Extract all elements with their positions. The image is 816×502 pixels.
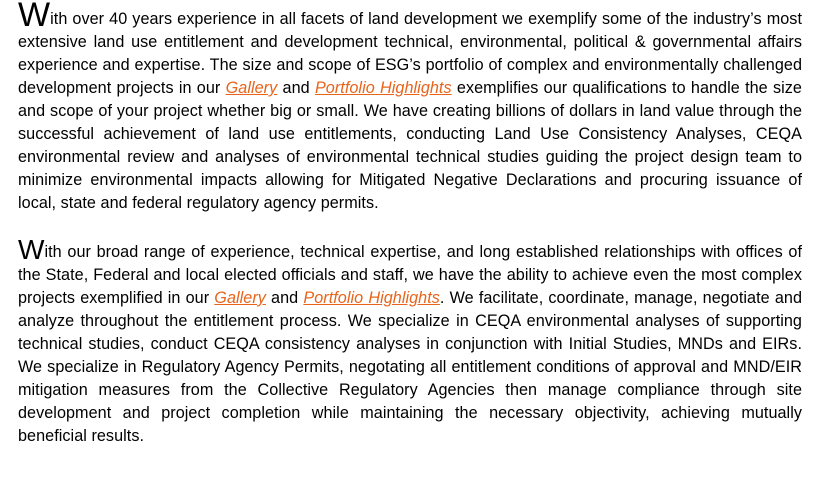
- content-area: [10, 0, 810, 448]
- paragraph-relationships: [18, 234, 802, 448]
- drop-cap-initial: W: [18, 234, 45, 265]
- paragraph-text: ith our broad range of experience, technical expertise, and long established relationships with offices of the State, Federal and local elected officials and staff, we have the ability to achieve even the most complex projects exemplified in our: [18, 243, 802, 307]
- paragraph-text: exemplifies our qualifications to handle the size and scope of your project whether big or small. We have creating billions of dollars in land value through the successful achievement of land use entitlements, conducting Land Use Consistency Analyses, CEQA environmental review and analyses of environmental technical studies guiding the project design team to minimize environmental impacts allowing for Mitigated Negative Declarations and procuring issuance of local, state and federal regulatory agency permits.: [18, 79, 802, 212]
- paragraph-text: ith over 40 years experience in all facets of land development we exemplify some of the industry’s most extensive land use entitlement and development technical, environmental, political & governmental affairs experience and expertise. The size and scope of ESG’s portfolio of complex and environmentally challenged development projects in our: [18, 10, 802, 97]
- portfolio-highlights-link[interactable]: Portfolio Highlights: [314, 79, 452, 97]
- paragraph-text: and: [277, 79, 315, 97]
- gallery-link[interactable]: Gallery: [225, 79, 278, 97]
- gallery-link[interactable]: Gallery: [214, 289, 266, 307]
- portfolio-highlights-link[interactable]: Portfolio Highlights: [303, 289, 440, 307]
- paragraph-text: . We facilitate, coordinate, manage, negotiate and analyze throughout the entitlement process. We specialize in CEQA environmental analyses of supporting technical studies, conduct CEQA consistency analyses in conjunction with Initial Studies, MNDs and EIRs. We specialize in Regulatory Agency Permits, negotating all entitlement conditions of approval and MND/EIR mitigation measures from the Collective Regulatory Agencies then manage compliance through site development and project completion while maintaining the necessary objectivity, achieving mutually beneficial results.: [18, 289, 802, 445]
- paragraph-experience: [18, 0, 802, 215]
- paragraph-text: and: [265, 289, 304, 307]
- drop-cap-initial: W: [18, 0, 51, 34]
